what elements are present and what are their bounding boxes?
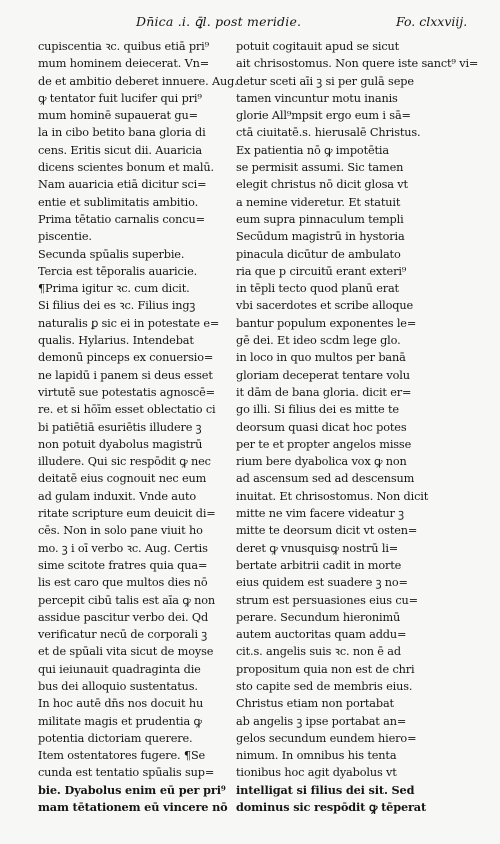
text-line: gē dei. Et ideo scdm lege glo. bbox=[236, 334, 401, 348]
text-line: ctā ciuitatē.s. hierusalē Christus. bbox=[236, 126, 421, 140]
text-line: rium bere dyabolica vox ꝙ non bbox=[236, 455, 407, 469]
text-line: cupiscentia ꝛc. quibus etiā pri⁹ bbox=[38, 40, 210, 53]
text-line: gelos secundum eundem hiero= bbox=[236, 731, 417, 745]
text-line: Secūdum magistrū in hystoria bbox=[236, 230, 405, 244]
text-line: tionibus hoc agit dyabolus vt bbox=[236, 766, 397, 780]
text-line: in tēpli tecto quod planū erat bbox=[236, 282, 399, 296]
text-line: bertate arbitrii cadit in morte bbox=[236, 558, 402, 572]
text-line: intelligat si filius dei sit. Sed bbox=[236, 782, 415, 797]
text-line: la in cibo betito bana gloria di bbox=[38, 126, 206, 140]
text-line: detur sceti aīi ꝫ si per gulā sepe bbox=[236, 74, 414, 88]
text-line: elegit christus nō dicit glosa vt bbox=[236, 178, 408, 192]
text-line: inuitat. Et chrisostomus. Non dicit bbox=[236, 489, 429, 503]
text-line: Si filius dei es ꝛc. Filius ingꝫ bbox=[38, 299, 196, 313]
text-line: In hoc autē dn̄s nos docuit hu bbox=[38, 697, 204, 711]
text-line: potuit cogitauit apud se sicut bbox=[236, 40, 400, 53]
text-line: mum hominem deiecerat. Vn= bbox=[38, 57, 210, 71]
text-line: re. et si hōīm esset oblectatio ci bbox=[38, 403, 216, 417]
text-line: gloriam deceperat tentare volu bbox=[236, 368, 410, 382]
text-line: bantur populum exponentes le= bbox=[236, 316, 417, 330]
text-line: in loco in quo multos per banā bbox=[236, 351, 406, 365]
text-line: illudere. Qui sic respōdit ꝙ nec bbox=[38, 455, 211, 469]
text-line: autem auctoritas quam addu= bbox=[236, 628, 407, 642]
text-line: vbi sacerdotes et scribe alloque bbox=[236, 299, 414, 313]
text-line: ne lapidū i panem si deus esset bbox=[38, 368, 213, 382]
text-line: sto capite sed de membris eius. bbox=[236, 679, 413, 693]
text-line: demonū pinceps ex conuersio= bbox=[38, 351, 214, 365]
text-line: qualis. Hylarius. Intendebat bbox=[38, 334, 194, 348]
text-line: mum hominē supauerat gu= bbox=[38, 109, 198, 123]
text-line: Item ostentatores fugere. ¶Se bbox=[38, 749, 206, 763]
text-line: eius quidem est suadere ꝫ no= bbox=[236, 576, 408, 590]
right-text-column bbox=[236, 38, 479, 816]
text-line: cēs. Non in solo pane viuit ho bbox=[38, 524, 203, 538]
page-header bbox=[0, 12, 500, 34]
text-line: ad gulam induxit. Vnde auto bbox=[38, 489, 197, 503]
text-line: ¶Prima igitur ꝛc. cum dicit. bbox=[38, 282, 190, 296]
text-line: nimum. In omnibus his tenta bbox=[236, 749, 397, 763]
text-line: go illi. Si filius dei es mitte te bbox=[236, 403, 399, 417]
text-line: Nam auaricia etiā dicitur sci= bbox=[38, 178, 207, 192]
text-line: virtutē sue potestatis agnoscē= bbox=[38, 385, 215, 399]
text-line: pinacula dicūtur de ambulato bbox=[236, 247, 401, 261]
text-line: non potuit dyabolus magistrū bbox=[38, 437, 203, 451]
text-line: et de spūali vita sicut de moyse bbox=[38, 645, 214, 659]
text-line: glorie All⁹mpsit ergo eum i sā= bbox=[236, 109, 411, 123]
running-head: Dn̄ica .i. ꝗ̄l. post meridie. bbox=[136, 14, 302, 29]
text-line: cit.s. angelis suis ꝛc. non ē ad bbox=[236, 645, 401, 659]
text-line: ait chrisostomus. Non quere iste sanct⁹ vi= bbox=[236, 57, 479, 71]
text-line: ria que p circuitū erant exteri⁹ bbox=[236, 264, 407, 278]
text-line: percepit cibū talis est aīa ꝙ non bbox=[38, 593, 215, 607]
text-line: Prima tētatio carnalis concu= bbox=[38, 212, 205, 226]
left-text-column bbox=[38, 38, 238, 816]
text-line: ad ascensum sed ad descensum bbox=[236, 472, 415, 486]
text-line: mitte ne vim facere videatur ꝫ bbox=[236, 507, 404, 521]
text-line: strum est persuasiones eius cu= bbox=[236, 593, 418, 607]
text-line: naturalis ꝑ sic ei in potestate e= bbox=[38, 316, 220, 330]
text-line: bie. Dyabolus enim eū per pri⁹ bbox=[38, 782, 226, 797]
text-line: cunda est tentatio spūalis sup= bbox=[38, 766, 215, 780]
text-line: a nemine videretur. Et statuit bbox=[236, 195, 401, 209]
text-line: potentia dictoriam querere. bbox=[38, 731, 193, 745]
text-line: sime scitote fratres quia qua= bbox=[38, 558, 208, 572]
text-line: militate magis et prudentia ꝙ bbox=[38, 714, 202, 728]
text-line: bi patiētiā esuriētis illudere ꝫ bbox=[38, 420, 202, 434]
folio-number: Fo. clxxviij. bbox=[396, 14, 468, 29]
text-line: cens. Eritis sicut dii. Auaricia bbox=[38, 143, 202, 157]
text-line: entie et sublimitatis ambitio. bbox=[38, 195, 199, 209]
text-line: Christus etiam non portabat bbox=[236, 697, 394, 711]
text-line: mitte te deorsum dicit vt osten= bbox=[236, 524, 418, 538]
text-line: mo. ꝫ i oī verbo ꝛc. Aug. Certis bbox=[38, 541, 208, 555]
text-line: deitatē eius cognouit nec eum bbox=[38, 472, 207, 486]
text-line: lis est caro que multos dies nō bbox=[38, 576, 208, 590]
text-line: bus dei alloquio sustentatus. bbox=[38, 679, 198, 693]
text-line: piscentie. bbox=[38, 230, 92, 244]
text-line: Ex patientia nō ꝙ impotētia bbox=[236, 143, 389, 157]
text-line: assidue pascitur verbo dei. Qd bbox=[38, 610, 209, 624]
text-line: perare. Secundum hieronimū bbox=[236, 610, 401, 624]
text-line: ꝙ tentator fuit lucifer qui pri⁹ bbox=[38, 91, 202, 105]
text-line: ritate scripture eum deuicit di= bbox=[38, 507, 216, 521]
text-line: Secunda spūalis superbie. bbox=[38, 247, 185, 261]
text-line: dicens scientes bonum et malū. bbox=[38, 161, 214, 175]
text-line: deret ꝙ vnusquisꝙ nostrū li= bbox=[236, 541, 399, 555]
text-line: dominus sic respōdit ꝙ tēperat bbox=[236, 800, 427, 815]
text-line: de et ambitio deberet innuere. Aug. bbox=[38, 74, 238, 88]
text-line: per te et propter angelos misse bbox=[236, 437, 412, 451]
text-line: verificatur necū de corporali ꝫ bbox=[38, 628, 208, 642]
text-line: qui ieiunauit quadraginta die bbox=[38, 662, 201, 676]
text-line: mam tētationem eū vincere nō bbox=[38, 800, 228, 815]
text-line: deorsum quasi dicat hoc potes bbox=[236, 420, 407, 434]
text-line: tamen vincuntur motu inanis bbox=[236, 91, 398, 105]
text-line: it dām de bana gloria. dicit er= bbox=[236, 385, 412, 399]
text-line: Tercia est tēporalis auaricie. bbox=[38, 264, 198, 278]
text-line: eum supra pinnaculum templi bbox=[236, 212, 404, 226]
text-line: propositum quia non est de chri bbox=[236, 662, 415, 676]
text-line: ab angelis ꝫ ipse portabat an= bbox=[236, 714, 407, 728]
text-line: se permisit assumi. Sic tamen bbox=[236, 161, 404, 175]
